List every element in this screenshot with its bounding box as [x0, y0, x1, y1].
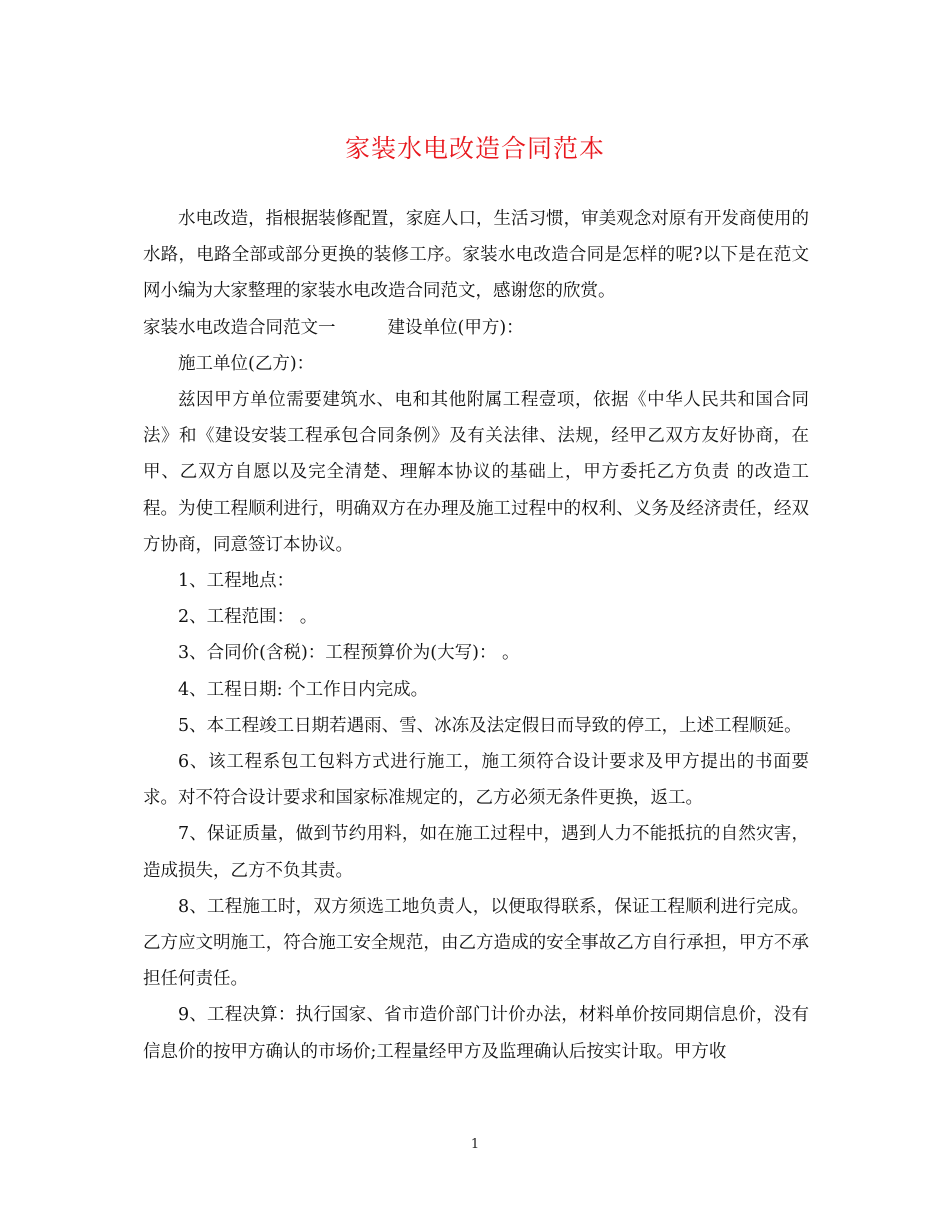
- intro-paragraph: 水电改造，指根据装修配置，家庭人口，生活习惯，审美观念对原有开发商使用的水路，电路全部或部分更换的装修工序。家装水电改造合同是怎样的呢?以下是在范文网小编为大家整理的家装水电改造合同范文，感谢您的欣赏。: [143, 209, 809, 302]
- clause-paragraph: 8、工程施工时，双方须选工地负责人，以便取得联系，保证工程顺利进行完成。乙方应文明施工，符合施工安全规范，由乙方造成的安全事故乙方自行承担，甲方不承担任何责任。: [143, 896, 809, 990]
- clause-paragraph: 5、本工程竣工日期若遇雨、雪、冰冻及法定假日而导致的停工，上述工程顺延。: [178, 715, 802, 736]
- clause-paragraph: 9、工程决算：执行国家、省市造价部门计价办法，材料单价按同期信息价，没有信息价的按甲方确认的市场价;工程量经甲方及监理确认后按实计取。甲方收: [143, 1005, 809, 1062]
- clause-paragraph: 3、合同价(含税)：工程预算价为(大写)： 。: [178, 643, 520, 664]
- document-title: 家装水电改造合同范本: [344, 134, 605, 163]
- section-heading-line: [143, 310, 809, 346]
- heading-gap: [336, 310, 388, 346]
- clause-paragraph: 7、保证质量，做到节约用料，如在施工过程中，遇到人力不能抵抗的自然灾害，造成损失，乙方不负其责。: [143, 824, 809, 881]
- section-heading: 家装水电改造合同范文一: [143, 317, 336, 338]
- party-b-label: 施工单位(乙方)：: [178, 353, 315, 374]
- party-a-label: 建设单位(甲方)：: [387, 317, 524, 338]
- clause-paragraph: 2、工程范围： 。: [178, 607, 318, 628]
- preamble-paragraph: 兹因甲方单位需要建筑水、电和其他附属工程壹项，依据《中华人民共和国合同法》和《建设安装工程承包合同条例》及有关法律、法规，经甲乙双方友好协商，在甲、乙双方自愿以及完全清楚、理解本协议的基础上，甲方委托乙方负责 的改造工程。为使工程顺利进行，明确双方在办理及施工过程中的权利、义务及经济责任，经双方协商，同意签订本协议。: [143, 390, 809, 555]
- clause-paragraph: 1、工程地点：: [178, 571, 295, 592]
- document-body: [143, 201, 809, 1070]
- page-number: 1: [470, 1137, 480, 1152]
- clause-paragraph: 4、工程日期: 个工作日内完成。: [178, 679, 429, 700]
- clause-paragraph: 6、该工程系包工包料方式进行施工，施工须符合设计要求及甲方提出的书面要求。对不符合设计要求和国家标准规定的，乙方必须无条件更换，返工。: [143, 752, 809, 809]
